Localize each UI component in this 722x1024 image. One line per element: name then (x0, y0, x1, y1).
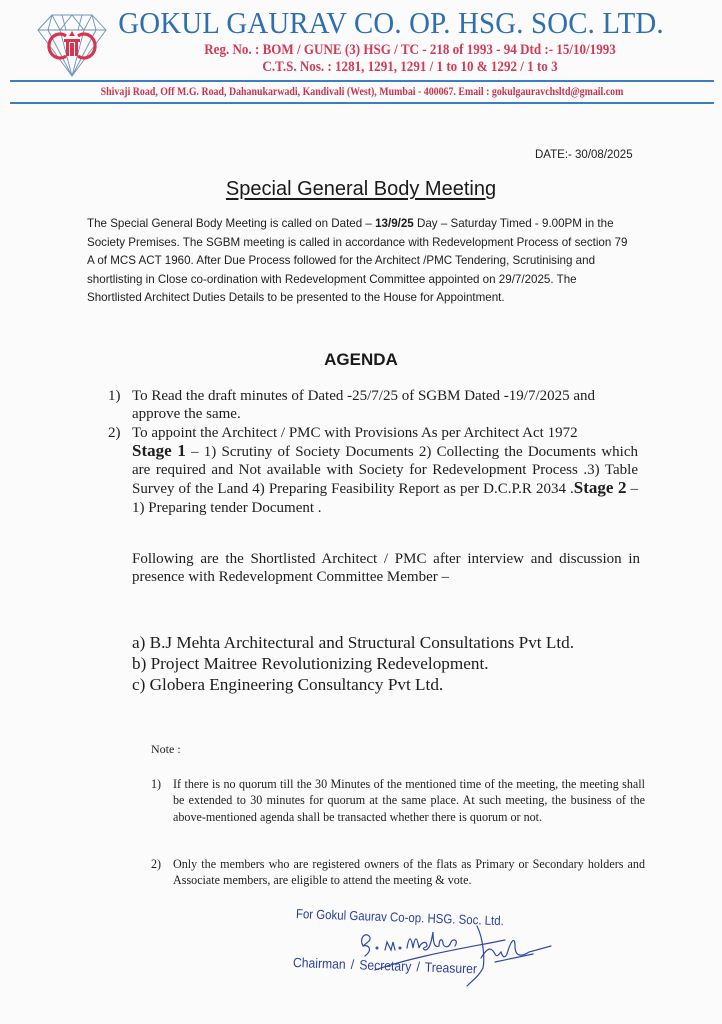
letterhead-top-rule (10, 80, 714, 82)
stage-1-text: – 1) Scrutiny of Society Documents 2) Collecting the Documents which are required and Not available with Society for Redevelopment Process .3) Table Survey of the Land 4) Preparing Feasibility Report as per D.C.P.R 2034 . (132, 443, 639, 498)
shortlisted-firm: a) B.J Mehta Architectural and Structural Consultations Pvt Ltd. (132, 633, 575, 652)
signature-scribble-icon (355, 918, 555, 998)
note-text: If there is no quorum till the 30 Minutes of the mentioned time of the meeting, the meeting shall be extended to 30 minutes for quorum at the same place. At such meeting, the business of the above-mentioned agenda shall be transacted whether there is quorum or not. (173, 777, 645, 824)
signature-stamp-org: For Gokul Gaurav Co-op. HSG. Soc. Ltd. (295, 906, 505, 929)
agenda-heading: AGENDA (324, 350, 398, 369)
signature-roles: Chairman / Secretary / Treasurer (292, 955, 478, 977)
agenda-item-text: To appoint the Architect / PMC with Provisions As per Architect Act 1972 (132, 424, 578, 441)
note-label: Note : (151, 742, 181, 756)
agenda-item-text: To Read the draft minutes of Dated -25/7/25 of SGBM Dated -19/7/2025 and approve the same. (132, 388, 596, 423)
agenda-item-number: 1) (108, 388, 121, 404)
organization-name: GOKUL GAURAV CO. OP. HSG. SOC. LTD. (118, 5, 664, 40)
intro-text-2: Day – Saturday Timed - 9.00PM in the Society Premises. The SGBM meeting is called in accordance with Redevelopment Process of section 79 A of MCS ACT 1960. After Due Process followed for the Architect /PMC Tendering, Scrutinising and shortlisting in Close co-ordination with Redevelopment Committee appointed on 29/7/2025. The Shortlisted Architect Duties Details to be presented to the House for Appointment. (87, 217, 628, 305)
note-text: Only the members who are registered owners of the flats as Primary or Secondary holders and Associate members, are eligible to attend the meeting & vote. (173, 857, 645, 888)
document-title: Special General Body Meeting (225, 178, 497, 200)
agenda-item-number: 2) (108, 424, 121, 441)
stage-2-text: – 1) Preparing tender Document . (132, 481, 638, 516)
shortlisted-firm: b) Project Maitree Revolutionizing Redevelopment. (132, 654, 489, 673)
handwritten-signature (355, 918, 555, 998)
society-address: Shivaji Road, Off M.G. Road, Dahanukarwadi, Kandivali (West), Mumbai - 400067. Email : gokulgauravchsltd@gmail.com (100, 86, 624, 98)
registration-number: Reg. No. : BOM / GUNE (3) HSG / TC - 218 of 1993 - 94 Dtd :- 15/10/1993 (204, 42, 616, 58)
intro-text-1: The Special General Body Meeting is called on Dated – (87, 217, 376, 230)
agenda-item (108, 424, 638, 517)
shortlisted-firm: c) Globera Engineering Consultancy Pvt Ltd. (132, 675, 444, 694)
society-logo (36, 12, 108, 78)
shortlisted-firms (132, 632, 692, 695)
intro-paragraph (87, 215, 632, 308)
document-date: DATE:- 30/08/2025 (535, 149, 633, 161)
note-item (151, 856, 645, 889)
meeting-date: 13/9/25 (375, 217, 414, 230)
diamond-logo-icon (36, 12, 108, 78)
note-item (151, 776, 645, 825)
stage-1-label: Stage 1 (132, 440, 186, 460)
agenda-list (108, 387, 638, 517)
agenda-item (108, 387, 638, 424)
note-number: 2) (151, 857, 162, 871)
note-number: 1) (151, 777, 162, 791)
stage-2-label: Stage 2 (573, 478, 627, 498)
letterhead-bottom-rule (10, 102, 714, 104)
shortlist-intro: Following are the Shortlisted Architect / PMC after interview and discussion in presence with Redevelopment Committee Member – (132, 551, 640, 586)
cts-numbers: C.T.S. Nos. : 1281, 1291, 1291 / 1 to 10 & 1292 / 1 to 3 (262, 59, 558, 75)
